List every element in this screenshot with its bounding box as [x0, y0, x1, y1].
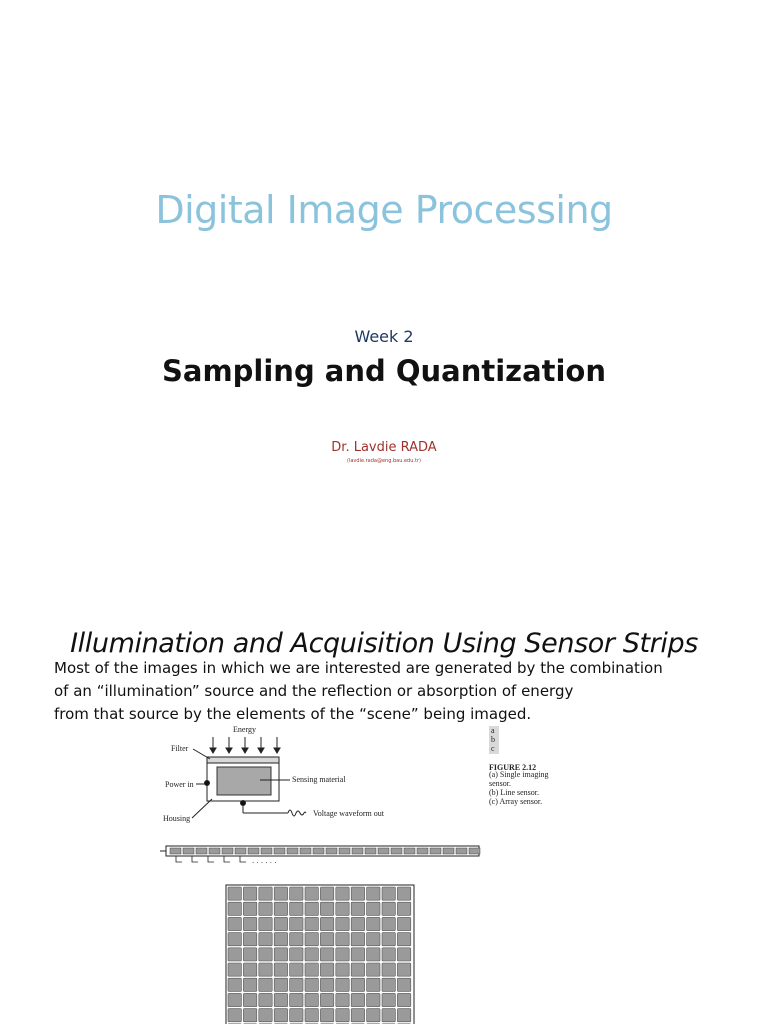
array-sensor-cell [228, 963, 241, 976]
energy-label: Energy [233, 725, 256, 734]
line-sensor-cell [235, 848, 246, 854]
array-sensor-cell [259, 917, 272, 930]
week-label: Week 2 [354, 327, 414, 346]
array-sensor-cell [243, 1009, 256, 1022]
array-sensor-cell [290, 948, 303, 961]
array-sensor-cell [305, 978, 318, 991]
array-sensor-cell [259, 933, 272, 946]
array-sensor-cell [397, 917, 410, 930]
array-sensor-cell [367, 993, 380, 1006]
array-sensor-cell [351, 978, 364, 991]
array-sensor-cell [320, 887, 333, 900]
presentation-title: Digital Image Processing [155, 188, 613, 232]
array-sensor-cell [274, 978, 287, 991]
line-sensor-pin [240, 856, 246, 862]
panel-letter-a: a [491, 726, 495, 735]
array-sensor-cell [290, 917, 303, 930]
line-sensor-cell [196, 848, 207, 854]
array-sensor-cell [320, 978, 333, 991]
caption-line: (c) Array sensor. [489, 797, 543, 806]
array-sensor-cell [382, 917, 395, 930]
array-sensor-cell [397, 1009, 410, 1022]
line-sensor-cell [209, 848, 220, 854]
line-sensor-cell [443, 848, 454, 854]
array-sensor-cell [336, 963, 349, 976]
array-sensor-cell [351, 948, 364, 961]
line-sensor-cell [469, 848, 480, 854]
array-sensor-cell [336, 993, 349, 1006]
line-sensor-cell [274, 848, 285, 854]
power-in-label: Power in [165, 780, 194, 789]
line-sensor-pin [208, 856, 214, 862]
array-sensor-diagram [226, 885, 414, 1024]
array-sensor-cell [259, 993, 272, 1006]
line-sensor-cell [430, 848, 441, 854]
array-sensor-cell [351, 887, 364, 900]
panel-letter-b: b [491, 735, 495, 744]
array-sensor-cell [305, 993, 318, 1006]
array-sensor-cell [259, 1009, 272, 1022]
body-text-line: Most of the images in which we are interested are generated by the combination [54, 659, 663, 677]
array-sensor-cell [305, 948, 318, 961]
lecture-subtitle: Sampling and Quantization [161, 354, 607, 388]
line-sensor-cell [352, 848, 363, 854]
filter-label: Filter [171, 744, 189, 753]
single-sensor-diagram [163, 725, 385, 823]
caption-line: (a) Single imaging [489, 770, 549, 779]
array-sensor-cell [305, 933, 318, 946]
array-sensor-cell [320, 902, 333, 915]
array-sensor-cell [351, 1009, 364, 1022]
line-sensor-cell [365, 848, 376, 854]
line-sensor-cell [404, 848, 415, 854]
caption-line: sensor. [489, 779, 511, 788]
array-sensor-cell [290, 1009, 303, 1022]
array-sensor-cell [336, 887, 349, 900]
caption-line: (b) Line sensor. [489, 788, 539, 797]
array-sensor-cell [259, 948, 272, 961]
array-sensor-cell [305, 963, 318, 976]
array-sensor-cell [351, 917, 364, 930]
figure-caption [489, 726, 549, 806]
array-sensor-cell [259, 887, 272, 900]
array-sensor-cell [382, 1009, 395, 1022]
array-sensor-cell [336, 1009, 349, 1022]
array-sensor-cell [290, 978, 303, 991]
energy-arrows [210, 737, 280, 753]
array-sensor-cell [259, 963, 272, 976]
array-sensor-cell [367, 917, 380, 930]
array-sensor-cell [367, 902, 380, 915]
array-sensor-cell [397, 993, 410, 1006]
line-sensor-cell [313, 848, 324, 854]
housing-label: Housing [163, 814, 191, 823]
array-sensor-cell [228, 902, 241, 915]
output-connector [241, 801, 246, 806]
array-sensor-cell [351, 963, 364, 976]
array-sensor-cell [336, 902, 349, 915]
array-sensor-cell [397, 933, 410, 946]
array-sensor-cell [351, 993, 364, 1006]
array-sensor-cell [367, 887, 380, 900]
array-sensor-cell [367, 948, 380, 961]
line-sensor-pin [192, 856, 198, 862]
array-sensor-cell [351, 933, 364, 946]
body-text-line: of an “illumination” source and the reflection or absorption of energy [54, 682, 574, 700]
array-sensor-cell [397, 902, 410, 915]
array-sensor-cell [228, 948, 241, 961]
line-sensor-cell [222, 848, 233, 854]
array-sensor-cell [243, 902, 256, 915]
array-sensor-cell [397, 978, 410, 991]
array-sensor-cell [243, 917, 256, 930]
array-sensor-cell [290, 933, 303, 946]
array-sensor-cell [382, 887, 395, 900]
array-sensor-cell [382, 993, 395, 1006]
array-sensor-cell [336, 948, 349, 961]
array-sensor-cell [243, 978, 256, 991]
array-sensor-cell [228, 933, 241, 946]
array-sensor-cell [382, 933, 395, 946]
voltage-out-label: Voltage waveform out [313, 809, 384, 818]
array-sensor-cell [320, 948, 333, 961]
array-sensor-cell [259, 902, 272, 915]
array-sensor-cell [320, 917, 333, 930]
array-sensor-cell [397, 887, 410, 900]
array-sensor-cell [367, 963, 380, 976]
array-sensor-cell [305, 887, 318, 900]
array-sensor-cell [320, 963, 333, 976]
array-sensor-cell [243, 963, 256, 976]
caption-title: FIGURE 2.12 [489, 763, 537, 772]
filter-layer [207, 757, 279, 763]
array-sensor-cell [305, 917, 318, 930]
array-sensor-cell [336, 917, 349, 930]
content-slide [0, 600, 768, 1024]
panel-letter-c: c [491, 744, 495, 753]
array-sensor-cell [367, 933, 380, 946]
array-sensor-cell [274, 902, 287, 915]
line-sensor-diagram [160, 846, 480, 865]
array-sensor-cell [382, 948, 395, 961]
array-sensor-cell [367, 1009, 380, 1022]
array-sensor-cell [243, 948, 256, 961]
author-email: (lavdie.rada@eng.bau.edu.tr) [347, 458, 421, 464]
power-connector [205, 781, 210, 786]
array-sensor-cell [382, 963, 395, 976]
array-sensor-cell [397, 948, 410, 961]
array-sensor-cell [228, 993, 241, 1006]
array-sensor-cell [336, 978, 349, 991]
line-sensor-cell [417, 848, 428, 854]
line-sensor-cell [326, 848, 337, 854]
array-sensor-cell [320, 1009, 333, 1022]
array-sensor-cell [382, 902, 395, 915]
line-sensor-cell [339, 848, 350, 854]
line-sensor-cell [456, 848, 467, 854]
array-sensor-cell [382, 978, 395, 991]
body-text-line: from that source by the elements of the “scene” being imaged. [54, 705, 532, 723]
array-sensor-cell [290, 902, 303, 915]
array-sensor-cell [290, 993, 303, 1006]
line-sensor-cell [183, 848, 194, 854]
array-sensor-cell [259, 978, 272, 991]
line-sensor-pin [176, 856, 182, 862]
array-sensor-cell [228, 1009, 241, 1022]
line-sensor-cell [391, 848, 402, 854]
line-sensor-cell [248, 848, 259, 854]
array-sensor-cell [228, 978, 241, 991]
line-sensor-cell [287, 848, 298, 854]
array-sensor-cell [320, 933, 333, 946]
array-sensor-cell [305, 902, 318, 915]
ellipsis-mark: . . . . . . [252, 856, 277, 865]
array-sensor-cell [274, 1009, 287, 1022]
array-sensor-cell [336, 933, 349, 946]
array-sensor-cell [290, 963, 303, 976]
array-sensor-cell [290, 887, 303, 900]
slide-title: Illumination and Acquisition Using Sensor Strips [70, 628, 698, 659]
array-sensor-cell [228, 917, 241, 930]
array-sensor-cell [397, 963, 410, 976]
line-sensor-pin [224, 856, 230, 862]
array-sensor-cell [243, 933, 256, 946]
line-sensor-cell [378, 848, 389, 854]
array-sensor-cell [305, 1009, 318, 1022]
array-sensor-cell [228, 887, 241, 900]
array-sensor-cell [274, 963, 287, 976]
array-sensor-cell [351, 902, 364, 915]
array-sensor-cell [274, 887, 287, 900]
array-sensor-cell [320, 993, 333, 1006]
line-sensor-cell [300, 848, 311, 854]
array-sensor-cell [243, 993, 256, 1006]
sensing-material-block [217, 767, 271, 795]
array-sensor-cell [243, 887, 256, 900]
author-name: Dr. Lavdie RADA [331, 440, 437, 455]
array-sensor-cell [367, 978, 380, 991]
line-sensor-cell [170, 848, 181, 854]
array-sensor-cell [274, 933, 287, 946]
array-sensor-cell [274, 993, 287, 1006]
sensing-material-label: Sensing material [292, 775, 346, 784]
array-sensor-cell [274, 917, 287, 930]
line-sensor-cell [261, 848, 272, 854]
array-sensor-cell [274, 948, 287, 961]
sensor-figure [0, 600, 768, 1024]
